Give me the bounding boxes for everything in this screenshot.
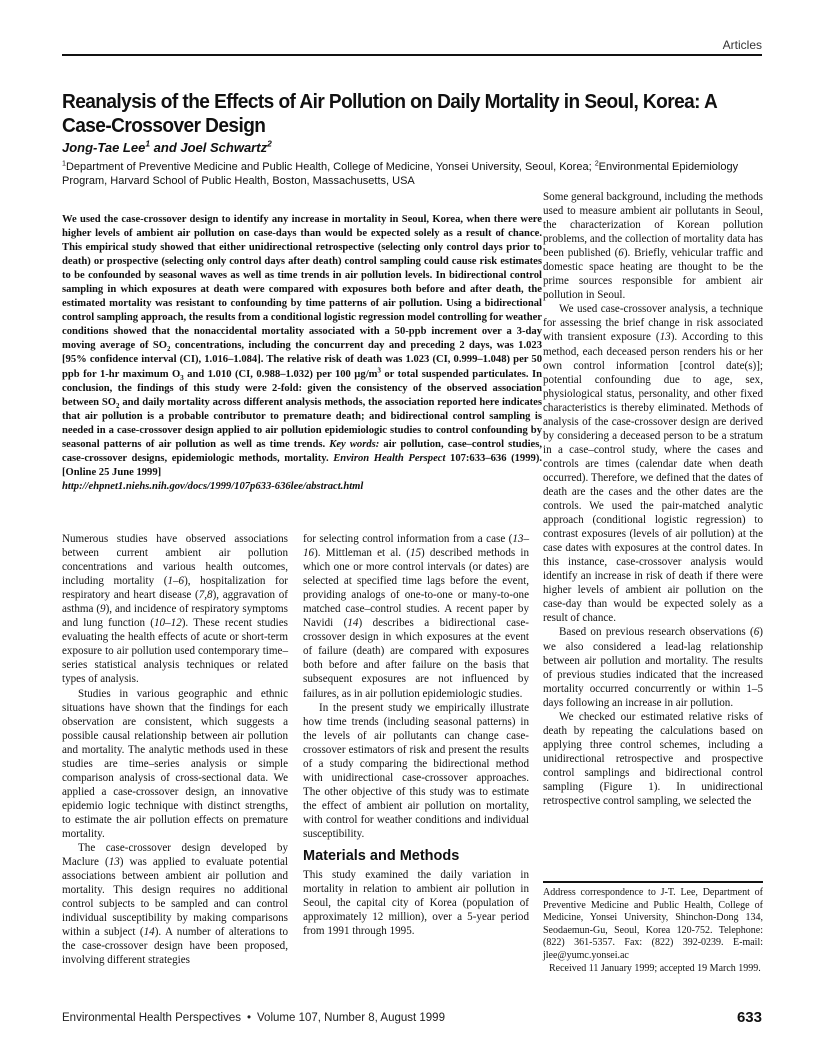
received-dates: Received 11 January 1999; accepted 19 March 1999. — [549, 962, 761, 974]
citation: 107:633–636 (1999). [Online 25 June 1999] — [62, 452, 543, 478]
key-words-label: Key words: — [329, 438, 380, 450]
affiliations — [62, 160, 762, 188]
affiliation-text: Department of Preventive Medicine and Public Health, College of Medicine, Yonsei University, Seoul, Korea; — [65, 161, 595, 173]
footer-issue: Volume 107, Number 8, August 1999 — [257, 1012, 445, 1024]
reference[interactable]: 14 — [143, 926, 155, 939]
subscript: 3 — [180, 374, 184, 382]
author-name: Jong-Tae Lee — [62, 140, 146, 155]
paragraph: In the present study we empirically illustrate how time trends (including seasonal patterns) in the levels of air pollutants can change case-crossover estimators of risk and present the results of a study comparing the bidirectional method with unidirectional case-crossover approaches. The other objective of this study was to estimate the effect of ambient air pollution on mortality, with control for weather conditions and individual susceptibility. — [303, 701, 529, 840]
article-title: Reanalysis of the Effects of Air Pollution on Daily Mortality in Seoul, Korea: A Case-Crossover Design — [62, 90, 717, 137]
header-rule — [62, 54, 762, 56]
reference[interactable]: 15 — [409, 547, 422, 560]
subscript: 2 — [116, 402, 120, 410]
abstract-text: and 1.010 (CI, 0.988–1.032) per 100 µg/m — [183, 368, 378, 380]
body-column-1 — [62, 532, 288, 967]
correspondence-rule — [543, 881, 763, 883]
paragraph: We used case-crossover analysis, a technique for assessing the brief change in risk associated with transient exposure (13). According to this method, each deceased person renders his or her own control information [control date(s)]; potential confounding due to age, sex, physiological status, personality, and other fixed characteristics is thereby eliminated. Methods of analysis of the case-crossover design are derived by considering a deceased person to be a stratum in a case–control study, where the cases and controls are times (calendar date when death occurred). Therefore, we defined that the dates of death are the cases and the other dates are the controls. We used the pair-matched analytic approach (conditional logistic regression) to contrast exposures (levels of air pollution) at the case dates with exposures at the control dates. In this instance, case-crossover analysis would identify an increase in risk of death if there were higher levels of ambient air pollution on the case-day than would be expected solely as a result of chance. — [543, 303, 763, 625]
abstract-text: We used the case-crossover design to identify any increase in mortality in Seoul, Korea, when there were higher levels of ambient air pollution on case-days than would be expected solely as a result of chance. This empirical study showed that either unidirectional retrospective (selecting only control days prior to death) or prospective (selecting only control days after death) control sampling could cause risk estimates to be confounded by seasonal waves as well as time trends in air pollution levels. In bidirectional control sampling in which exposures at death were compared with exposures both before and after death, the estimated mortality was resistant to confounding by time patterns of air pollution. Using a bidirectional control sampling approach, the results from a conditional logistic regression model controlling for weather conditions showed that the nonaccidental mortality associated with a 50-ppb increment over a 3-day moving average of SO — [62, 214, 542, 352]
abstract-text: and daily mortality across different analysis methods, the association reported here indicates that air pollution is a probable contributor to premature death; and bidirectional control sampling is needed in a case-crossover design applied to air pollution epidemiologic studies to control confounding by seasonal patterns of air pollution as well as time trends. — [62, 396, 542, 450]
reference[interactable]: 13 — [659, 331, 671, 344]
superscript: 3 — [377, 366, 381, 374]
reference[interactable]: 6 — [618, 247, 624, 260]
paragraph: This study examined the daily variation in mortality in relation to ambient air pollution in Seoul, the capital city of Korea (population of approximately 12 million), over a 5-year period from 1991 through 1995. — [303, 869, 529, 938]
author-list — [62, 140, 272, 155]
correspondence-note — [543, 887, 763, 975]
reference[interactable]: 6 — [753, 626, 760, 639]
paragraph: Studies in various geographic and ethnic situations have shown that the findings for each observation are consistent, which suggests a possible causal relationship between air pollution and mortality. The analytic methods used in these studies are time–series analysis or simple comparison analysis of cross-sectional data. We applied a case-crossover design, an innovative epidemio logic technique with distinct strengths, to estimate the air pollution effects on premature mortality. — [62, 687, 288, 840]
paragraph: Numerous studies have observed associations between current ambient air pollution concentrations and various health outcomes, including mortality (1–6), hospitalization for respiratory and heart disease (7,8), aggravation of asthma (9), and incidence of respiratory symptoms and lung function (10–12). These recent studies evaluating the health effects of acute or short-term exposure to air pollution used contemporary time–series statistical analysis techniques or related types of analysis. — [62, 533, 288, 686]
body-column-2 — [303, 532, 529, 938]
author-affiliation-mark: 2 — [267, 138, 272, 149]
affiliation-mark: 2 — [594, 159, 599, 168]
author-joiner: and — [150, 140, 181, 155]
body-column-3 — [543, 190, 763, 808]
abstract-text: or total suspended particulates. In conclusion, the findings of this study were 2-fold: given the consistency of the observed association between SO — [62, 368, 542, 408]
section-heading-materials-and-methods: Materials and Methods — [303, 848, 460, 865]
reference[interactable]: 14 — [347, 617, 359, 630]
author-name: Joel Schwartz — [180, 140, 268, 155]
running-head-section: Articles — [722, 38, 762, 52]
paragraph: for selecting control information from a case (13–16). Mittleman et al. (15) described methods in which one or more control intervals (or dates) are selected at specified time lags before the event, providing analogs of one-to-one or many-to-one matched case–control studies. A recent paper by Navidi (14) describes a bidirectional case-crossover design in which exposures at the event of failure (death) are compared with exposures both before and after failure on the basis that subsequent exposures are not influenced by failures, as in air pollution epidemiologic studies. — [303, 533, 529, 700]
journal-abbreviation: Environ Health Perspect — [333, 452, 446, 464]
reference[interactable]: 10–12 — [154, 617, 182, 630]
paragraph: Some general background, including the methods used to measure ambient air pollutants in Seoul, the characterization of Korean pollution problems, and the collection of mortality data has been published (6). Briefly, vehicular traffic and domestic space heating are thought to be the prime sources responsible for ambient air pollution in Seoul. — [543, 191, 763, 302]
affiliation-text: Environmental Epidemiology Program, Harvard School of Public Health, Boston, Massachusetts, USA — [62, 161, 739, 187]
bullet-separator-icon: • — [246, 1012, 252, 1024]
subscript: 2 — [167, 346, 171, 354]
paragraph: Based on previous research observations (6) we also considered a lead-lag relationship between air pollution and mortality. The results of previous studies indicated that the increased mortality occurred concurrently or within 1–5 days following an increase in air pollution. — [543, 626, 763, 709]
reference[interactable]: 13 — [108, 856, 120, 869]
page-number: 633 — [736, 1009, 762, 1026]
reference[interactable]: 9 — [100, 603, 106, 616]
reference[interactable]: 1–6 — [167, 575, 185, 588]
footer-journal-name: Environmental Health Perspectives — [62, 1012, 241, 1024]
reference[interactable]: 13–16 — [303, 533, 529, 560]
paragraph: The case-crossover design developed by Maclure (13) was applied to evaluate potential associations between ambient air pollution and mortality. This design requires no additional control subjects to be sampled and can control individual susceptibility by making comparisons within a subject (14). A number of alterations to the case-crossover design have been proposed, involving different strategies — [62, 842, 288, 967]
reference[interactable]: 7,8 — [198, 589, 213, 602]
key-words: air pollution, case–control studies, case-crossover designs, epidemiologic methods, mortality. — [62, 438, 542, 464]
author-affiliation-mark: 1 — [145, 138, 151, 149]
correspondence-address: Address correspondence to J-T. Lee, Department of Preventive Medicine and Public Health, College of Medicine, Yonsei University, Shinchon-Dong 134, Seodaemun-Gu, Seoul, Korea 120-752. Telephone: (822) 361-5357. Fax: (822) 392-0239. E-mail: jlee@yumc.yonsei.ac — [543, 887, 763, 961]
abstract-url-link[interactable]: http://ehpnet1.niehs.nih.gov/docs/1999/107p633-636lee/abstract.html — [62, 480, 364, 492]
footer-journal-info — [62, 1012, 445, 1024]
paragraph: We checked our estimated relative risks of death by repeating the calculations based on applying three control schemes, including a unidirectional retrospective and prospective control samplings and bidirectional control sampling (Figure 1). In unidirectional retrospective control sampling, we selected the — [543, 710, 763, 808]
abstract-text: concentrations, including the concurrent day and preceding 2 days, was 1.023 [95% confidence interval (CI), 1.016–1.084]. The relative risk of death was 1.023 (CI, 0.999–1.048) per 50 ppb for 1-hr maximum O — [62, 340, 542, 380]
abstract — [62, 213, 542, 494]
affiliation-mark: 1 — [62, 159, 66, 168]
